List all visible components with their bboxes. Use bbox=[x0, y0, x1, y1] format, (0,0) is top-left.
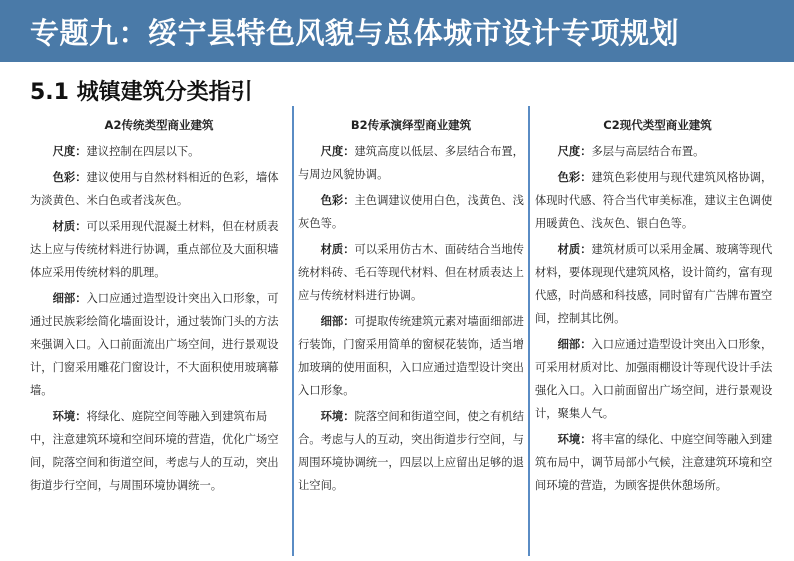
column-divider-1 bbox=[292, 106, 294, 556]
header-banner bbox=[0, 0, 794, 62]
guideline-environment bbox=[30, 405, 288, 497]
guideline-text: 建议控制在四层以下。 bbox=[86, 145, 200, 158]
guideline-scale bbox=[30, 140, 288, 163]
column-title: C2现代类型商业建筑 bbox=[603, 118, 712, 132]
guideline-label: 细部： bbox=[52, 292, 87, 305]
column-divider-2 bbox=[528, 106, 530, 556]
guideline-label: 色彩： bbox=[320, 194, 355, 207]
guideline-scale bbox=[298, 140, 524, 186]
guideline-label: 尺度： bbox=[52, 145, 87, 158]
guideline-label: 环境： bbox=[320, 410, 355, 423]
guideline-text: 入口应通过造型设计突出入口形象，可通过民族彩绘简化墙面设计，通过装饰门头的方法来强调入口。入口前面流出广场空间，进行景观设计，门窗采用雕花门窗设计，不大面积使用玻璃幕墙。 bbox=[30, 292, 279, 397]
column-title: B2传承演绎型商业建筑 bbox=[350, 118, 472, 132]
guideline-text: 主色调建议使用白色，浅黄色、浅灰色等。 bbox=[298, 194, 524, 230]
guideline-color bbox=[535, 166, 780, 235]
guideline-environment bbox=[535, 428, 780, 497]
guideline-text: 可以采用仿古木、面砖结合当地传统材料砖、毛石等现代材料、但在材质表达上应与传统材料进行协调。 bbox=[298, 243, 524, 302]
guideline-label: 细部： bbox=[557, 338, 592, 351]
guideline-material bbox=[298, 238, 524, 307]
page-title: 专题九：绥宁县特色风貌与总体城市设计专项规划 bbox=[30, 16, 680, 50]
guideline-text: 可以采用现代混凝土材料，但在材质表达上应与传统材料进行协调，重点部位及大面积墙体应采用传统材料的肌理。 bbox=[30, 220, 279, 279]
column-a2 bbox=[30, 114, 288, 500]
guideline-label: 材质： bbox=[320, 243, 355, 256]
guideline-label: 尺度： bbox=[320, 145, 355, 158]
guideline-text: 建筑色彩使用与现代建筑风格协调，体现时代感、符合当代审美标准，建议主色调使用暖黄色、浅灰色、银白色等。 bbox=[535, 171, 773, 230]
guideline-detail bbox=[298, 310, 524, 402]
column-title: A2传统类型商业建筑 bbox=[104, 118, 214, 132]
guideline-text: 将绿化、庭院空间等融入到建筑布局中，注意建筑环境和空间环境的营造，优化广场空间，院落空间和街道空间，考虑与人的互动，突出街道步行空间，与周围环境协调统一。 bbox=[30, 410, 279, 492]
guideline-color bbox=[298, 189, 524, 235]
guideline-material bbox=[30, 215, 288, 284]
guideline-scale bbox=[535, 140, 780, 163]
guideline-label: 材质： bbox=[557, 243, 592, 256]
guideline-text: 多层与高层结合布置。 bbox=[591, 145, 705, 158]
guideline-text: 将丰富的绿化、中庭空间等融入到建筑布局中，调节局部小气候，注意建筑环境和空间环境的营造，为顾客提供休憩场所。 bbox=[535, 433, 773, 492]
column-b2 bbox=[298, 114, 524, 500]
guideline-text: 建议使用与自然材料相近的色彩，墙体为淡黄色、米白色或者浅灰色。 bbox=[30, 171, 279, 207]
guideline-label: 环境： bbox=[557, 433, 592, 446]
guideline-text: 院落空间和街道空间，使之有机结合。考虑与人的互动，突出街道步行空间，与周围环境协调统一，四层以上应留出足够的退让空间。 bbox=[298, 410, 524, 492]
guideline-text: 可提取传统建筑元素对墙面细部进行装饰，门窗采用简单的窗棂花装饰，适当增加玻璃的使用面积，入口应通过造型设计突出入口形象。 bbox=[298, 315, 524, 397]
guideline-label: 色彩： bbox=[52, 171, 87, 184]
guideline-detail bbox=[535, 333, 780, 425]
guideline-label: 环境： bbox=[52, 410, 87, 423]
guideline-detail bbox=[30, 287, 288, 402]
column-c2 bbox=[535, 114, 780, 500]
guideline-label: 色彩： bbox=[557, 171, 592, 184]
guideline-label: 材质： bbox=[52, 220, 87, 233]
guideline-text: 入口应通过造型设计突出入口形象，可采用材质对比、加强雨棚设计等现代设计手法强化入口。入口前面留出广场空间，进行景观设计，聚集人气。 bbox=[535, 338, 773, 420]
guideline-text: 建筑材质可以采用金属、玻璃等现代材料，要体现现代建筑风格，设计简约，富有现代感，时尚感和科技感，同时留有广告牌布置空间，控制其比例。 bbox=[535, 243, 773, 325]
guideline-label: 细部： bbox=[320, 315, 355, 328]
guideline-label: 尺度： bbox=[557, 145, 592, 158]
guideline-color bbox=[30, 166, 288, 212]
guideline-environment bbox=[298, 405, 524, 497]
section-title: 5.1 城镇建筑分类指引 bbox=[30, 80, 253, 105]
guideline-text: 建筑高度以低层、多层结合布置，与周边风貌协调。 bbox=[298, 145, 524, 181]
guideline-material bbox=[535, 238, 780, 330]
